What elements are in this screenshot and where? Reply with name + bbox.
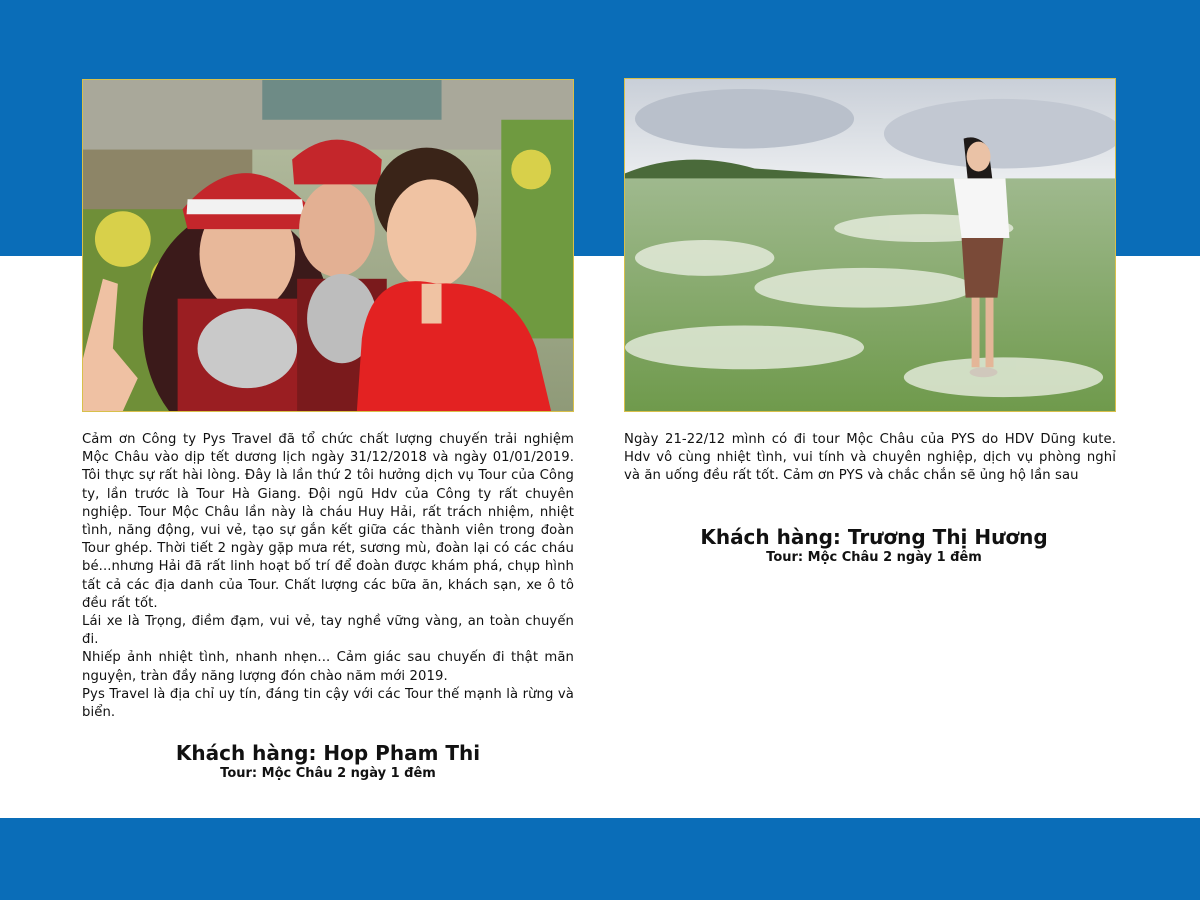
customer-tour: Tour: Mộc Châu 2 ngày 1 đêm <box>766 550 982 565</box>
review-paragraph: Ngày 21-22/12 mình có đi tour Mộc Châu của PYS do HDV Dũng kute. Hdv vô cùng nhiệt tình, vui tính và chuyên nghiệp, dịch vụ phòng nghỉ và ăn uống đều rất tốt. Cảm ơn PYS và chắc chắn sẽ ủng hộ lần sau <box>624 432 1116 484</box>
review-paragraph: Cảm ơn Công ty Pys Travel đã tổ chức chất lượng chuyến trải nghiệm Mộc Châu vào dịp tết dương lịch ngày 31/12/2018 và ngày 01/01/2019. Tôi thực sự rất hài lòng. Đây là lần thứ 2 tôi hưởng dịch vụ Tour của Công ty, lần trước là Tour Hà Giang. Đội ngũ Hdv của Công ty rất chuyên nghiệp. Tour Mộc Châu lần này là cháu Huy Hải, rất trách nhiệm, nhiệt tình, năng động, vui vẻ, tạo sự gắn kết giữa các thành viên trong đoàn Tour ghép. Thời tiết 2 ngày gặp mưa rét, sương mù, đoàn lại có các cháu bé...nhưng Hải đã rất linh hoạt bố trí để đoàn được khám phá, chụp hình tất cả các địa danh của Tour. Chất lượng các bữa ăn, khách sạn, xe ô tô đều rất tốt. <box>82 432 574 611</box>
customer-name: Khách hàng: Hop Pham Thi <box>175 741 481 765</box>
flower-field-photo-icon <box>625 79 1115 411</box>
review-paragraph: Lái xe là Trọng, điềm đạm, vui vẻ, tay nghề vững vàng, an toàn chuyến đi. <box>82 614 574 648</box>
bottom-blue-band <box>0 818 1200 900</box>
testimonial-review-1 <box>82 431 574 722</box>
customer-block-2 <box>624 524 1124 566</box>
review-paragraph: Pys Travel là địa chỉ uy tín, đáng tin cậy với các Tour thế mạnh là rừng và biển. <box>82 686 574 721</box>
testimonial-review-2 <box>624 431 1116 486</box>
selfie-photo-icon <box>83 80 573 411</box>
customer-tour: Tour: Mộc Châu 2 ngày 1 đêm <box>220 766 436 781</box>
customer-block-1 <box>82 740 574 782</box>
customer-name: Khách hàng: Trương Thị Hương <box>700 525 1048 549</box>
testimonial-photo-1 <box>82 79 574 412</box>
testimonial-photo-2 <box>624 78 1116 412</box>
review-paragraph: Nhiếp ảnh nhiệt tình, nhanh nhẹn... Cảm giác sau chuyến đi thật mãn nguyện, tràn đầy năng lượng đón chào năm mới 2019. <box>82 650 574 684</box>
